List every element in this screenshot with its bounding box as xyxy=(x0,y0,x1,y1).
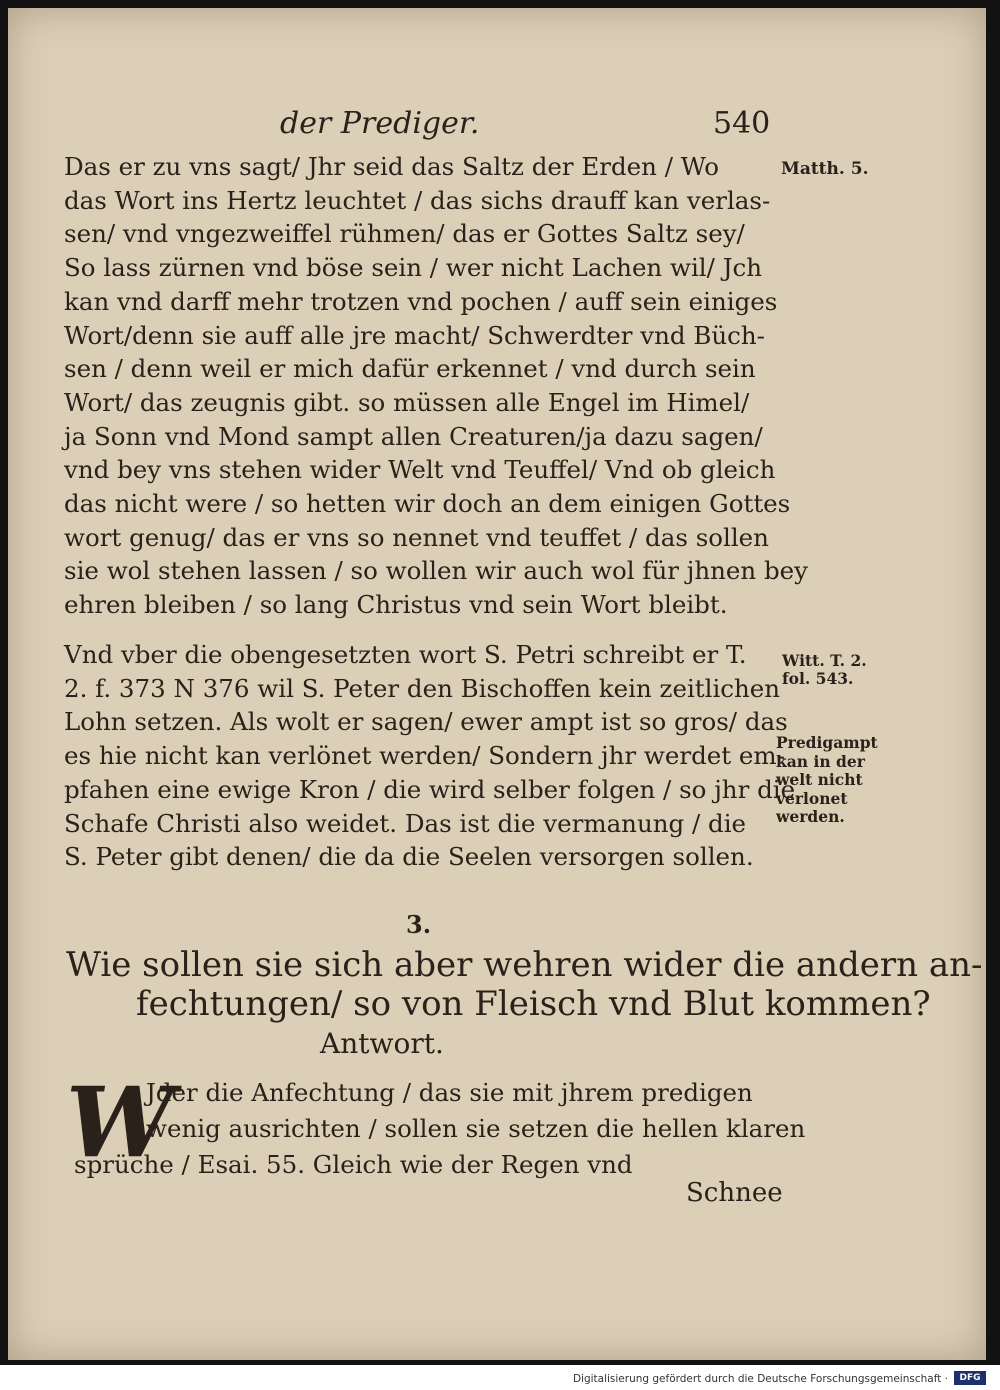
page-number: 540 xyxy=(713,106,771,141)
question-line: Wie sollen sie sich aber wehren wider die andern an- xyxy=(66,945,983,985)
paragraph-2 xyxy=(64,638,796,874)
running-head: der Prediger. xyxy=(280,106,480,141)
text-line: vnd bey vns stehen wider Welt vnd Teuffel/ Vnd ob gleich xyxy=(64,455,776,485)
text-line: Das er zu vns sagt/ Jhr seid das Saltz der Erden / Wo xyxy=(64,152,720,181)
footer-bar xyxy=(0,1365,1000,1390)
funding-notice: Digitalisierung gefördert durch die Deutsche Forschungsgemeinschaft · xyxy=(572,1373,948,1385)
text-line: ja Sonn vnd Mond sampt allen Creaturen/ja dazu sagen/ xyxy=(64,421,763,451)
text-line: Vnd vber die obengesetzten wort S. Petri schreibt er T. xyxy=(64,640,747,669)
margin-note-matth: Matth. 5. xyxy=(781,159,869,179)
text-line: sen / denn weil er mich dafür erkennet / vnd durch sein xyxy=(64,354,756,384)
margin-note-line: verlonet xyxy=(776,788,848,808)
text-line: das nicht were / so hetten wir doch an dem einigen Gottes xyxy=(64,489,791,519)
text-line: So lass zürnen vnd böse sein / wer nicht Lachen wil/ Jch xyxy=(64,253,763,283)
margin-note-line: kan in der xyxy=(776,751,865,771)
section-question xyxy=(66,945,983,1063)
text-line: es hie nicht kan verlönet werden/ Sondern jhr werdet em- xyxy=(64,741,785,771)
text-line: wort genug/ das er vns so nennet vnd teuffet / das sollen xyxy=(64,522,769,552)
text-line: Lohn setzen. Als wolt er sagen/ ewer ampt ist so gros/ das xyxy=(64,707,788,737)
catchword: Schnee xyxy=(686,1178,783,1208)
text-line: sen/ vnd vngezweiffel rühmen/ das er Gottes Saltz sey/ xyxy=(64,219,745,249)
text-line: Jder die Anfechtung / das sie mit jhrem predigen xyxy=(146,1078,753,1107)
answer-heading: Antwort. xyxy=(320,1027,444,1060)
text-line: Schafe Christi also weidet. Das ist die vermanung / die xyxy=(64,808,747,838)
text-line: wenig ausrichten / sollen sie setzen die hellen klaren xyxy=(146,1114,806,1143)
margin-note-line: Witt. T. 2. xyxy=(782,651,867,670)
text-line: das Wort ins Hertz leuchtet / das sichs drauff kan verlas- xyxy=(64,185,771,215)
margin-note-witt xyxy=(782,652,867,688)
dfg-logo: DFG xyxy=(954,1371,986,1385)
text-line: ehren bleiben / so lang Christus vnd sein Wort bleibt. xyxy=(64,590,728,620)
text-line: kan vnd darff mehr trotzen vnd pochen / auff sein einiges xyxy=(64,286,778,316)
book-page xyxy=(8,8,986,1360)
margin-note-line: werden. xyxy=(776,807,845,826)
question-line: fechtungen/ so von Fleisch vnd Blut kommen? xyxy=(136,984,931,1024)
text-line: Wort/ das zeugnis gibt. so müssen alle Engel im Himel/ xyxy=(64,387,750,417)
section-number: 3. xyxy=(406,910,432,939)
answer-paragraph xyxy=(66,1066,806,1183)
text-line: S. Peter gibt denen/ die da die Seelen versorgen sollen. xyxy=(64,842,754,872)
margin-note-line: Predigampt xyxy=(776,733,878,752)
text-line: sprüche / Esai. 55. Gleich wie der Regen vnd xyxy=(74,1150,633,1179)
margin-note-predigampt xyxy=(776,734,878,827)
drop-cap: W xyxy=(66,1066,174,1179)
text-line: sie wol stehen lassen / so wollen wir auch wol für jhnen bey xyxy=(64,556,808,586)
margin-note-line: fol. 543. xyxy=(782,669,854,688)
text-line: Wort/denn sie auff alle jre macht/ Schwerdter vnd Büch- xyxy=(64,320,765,350)
text-line: pfahen eine ewige Kron / die wird selber folgen / so jhr die xyxy=(64,774,796,804)
text-line: 2. f. 373 N 376 wil S. Peter den Bischoffen kein zeitlichen xyxy=(64,673,781,703)
margin-note-line: welt nicht xyxy=(776,770,863,789)
page-header xyxy=(8,106,986,156)
paragraph-1 xyxy=(64,150,808,622)
